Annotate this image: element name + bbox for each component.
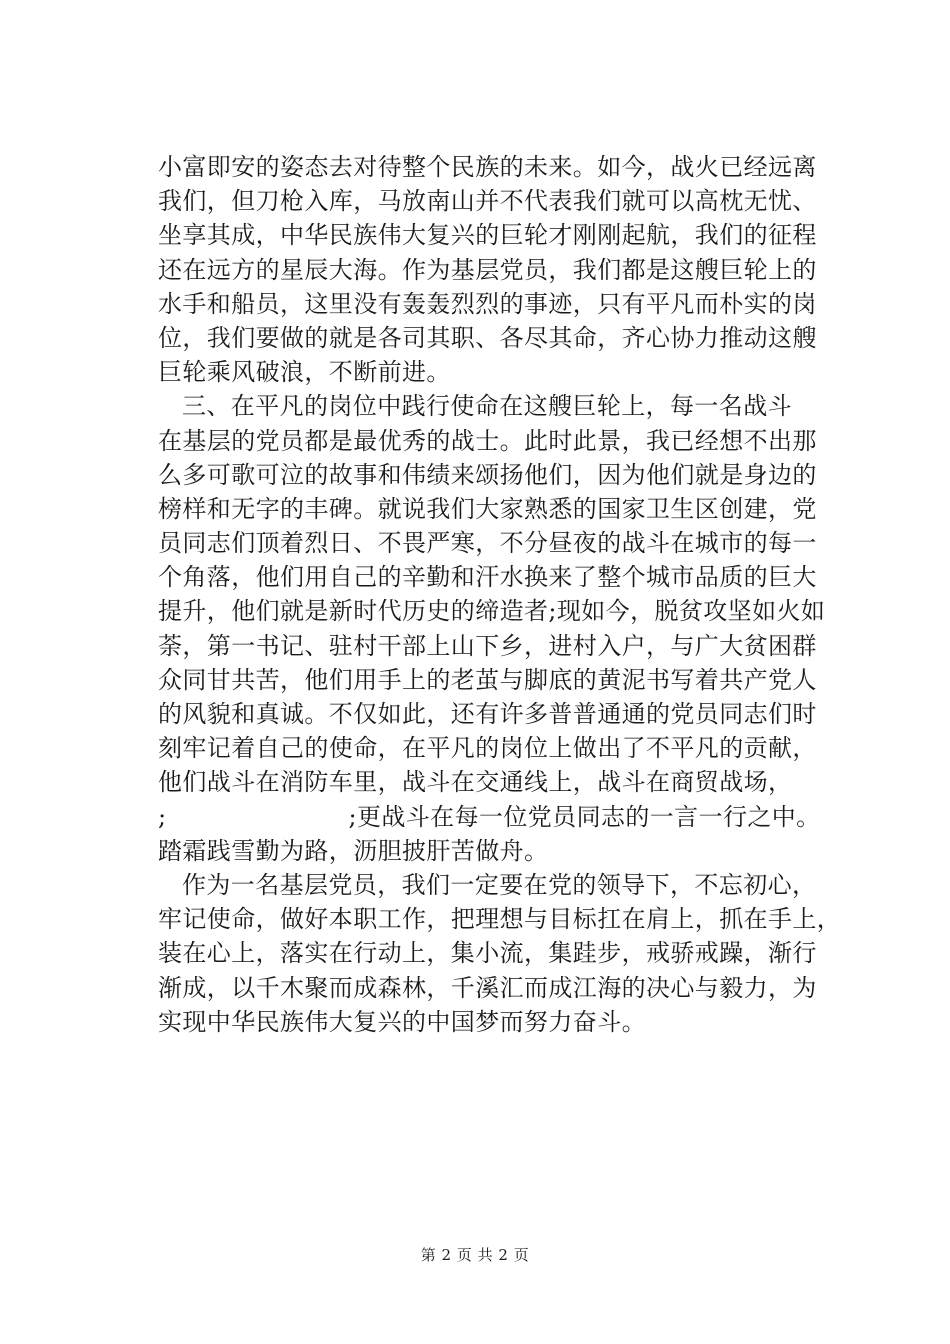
text-line: 实现中华民族伟大复兴的中国梦而努力奋斗。: [158, 1007, 646, 1036]
text-line: 牢记使命，做好本职工作，把理想与目标扛在肩上，抓在手上，: [158, 905, 842, 934]
text-line: 作为一名基层党员，我们一定要在党的领导下，不忘初心，: [182, 870, 817, 899]
text-line: 荼，第一书记、驻村干部上山下乡，进村入户，与广大贫困群: [158, 631, 817, 660]
text-line: 踏霜践雪勤为路，沥胆披肝苦做舟。: [158, 836, 549, 865]
text-line: 榜样和无字的丰碑。就说我们大家熟悉的国家卫生区创建，党: [158, 494, 817, 523]
text-line: 的风貌和真诚。不仅如此，还有许多普普通通的党员同志们时: [158, 700, 817, 728]
text-line: 巨轮乘风破浪，不断前进。: [158, 358, 451, 387]
text-line: 提升，他们就是新时代历史的缔造者;现如今，脱贫攻坚如火如: [158, 597, 826, 626]
page-number: 第 2 页 共 2 页: [420, 1246, 530, 1264]
text-line: 他们战斗在消防车里，战斗在交通线上，战斗在商贸战场，: [158, 768, 793, 797]
paragraph-3: [158, 868, 878, 1039]
text-line: 刻牢记着自己的使命，在平凡的岗位上做出了不平凡的贡献，: [158, 734, 817, 763]
paragraph-2: [158, 389, 878, 868]
text-line: 员同志们顶着烈日、不畏严寒，不分昼夜的战斗在城市的每一: [158, 529, 817, 558]
text-fragment: ;: [158, 802, 167, 831]
text-line: 小富即安的姿态去对待整个民族的未来。如今，战火已经远离: [158, 153, 817, 181]
text-line: 坐享其成，中华民族伟大复兴的巨轮才刚刚起航，我们的征程: [158, 221, 817, 250]
text-line: 么多可歌可泣的故事和伟绩来颂扬他们，因为他们就是身边的: [158, 460, 817, 489]
text-fragment: ;更战斗在每一位党员同志的一言一行之中。: [348, 802, 821, 831]
text-line: 装在心上，落实在行动上，集小流，集跬步，戒骄戒躁，渐行: [158, 939, 817, 968]
text-line: 在基层的党员都是最优秀的战士。此时此景，我已经想不出那: [158, 426, 817, 455]
text-line: 三、在平凡的岗位中践行使命在这艘巨轮上，每一名战斗: [182, 392, 792, 421]
text-line: 渐成，以千木聚而成森林，千溪汇而成江海的决心与毅力，为: [158, 973, 817, 1002]
text-line: 我们，但刀枪入库，马放南山并不代表我们就可以高枕无忧、: [158, 187, 817, 216]
paragraph-1: [158, 150, 878, 389]
text-line: 还在远方的星辰大海。作为基层党员，我们都是这艘巨轮上的: [158, 255, 817, 284]
page-footer: [0, 1244, 950, 1265]
text-line: 众同甘共苦，他们用手上的老茧与脚底的黄泥书写着共产党人: [158, 665, 817, 694]
document-body: [158, 150, 878, 1039]
text-line: 位，我们要做的就是各司其职、各尽其命，齐心协力推动这艘: [158, 323, 817, 352]
text-line: 个角落，他们用自己的辛勤和汗水换来了整个城市品质的巨大: [158, 563, 817, 592]
text-line: 水手和船员，这里没有轰轰烈烈的事迹，只有平凡而朴实的岗: [158, 289, 817, 318]
text-line-with-gap: [158, 800, 878, 834]
